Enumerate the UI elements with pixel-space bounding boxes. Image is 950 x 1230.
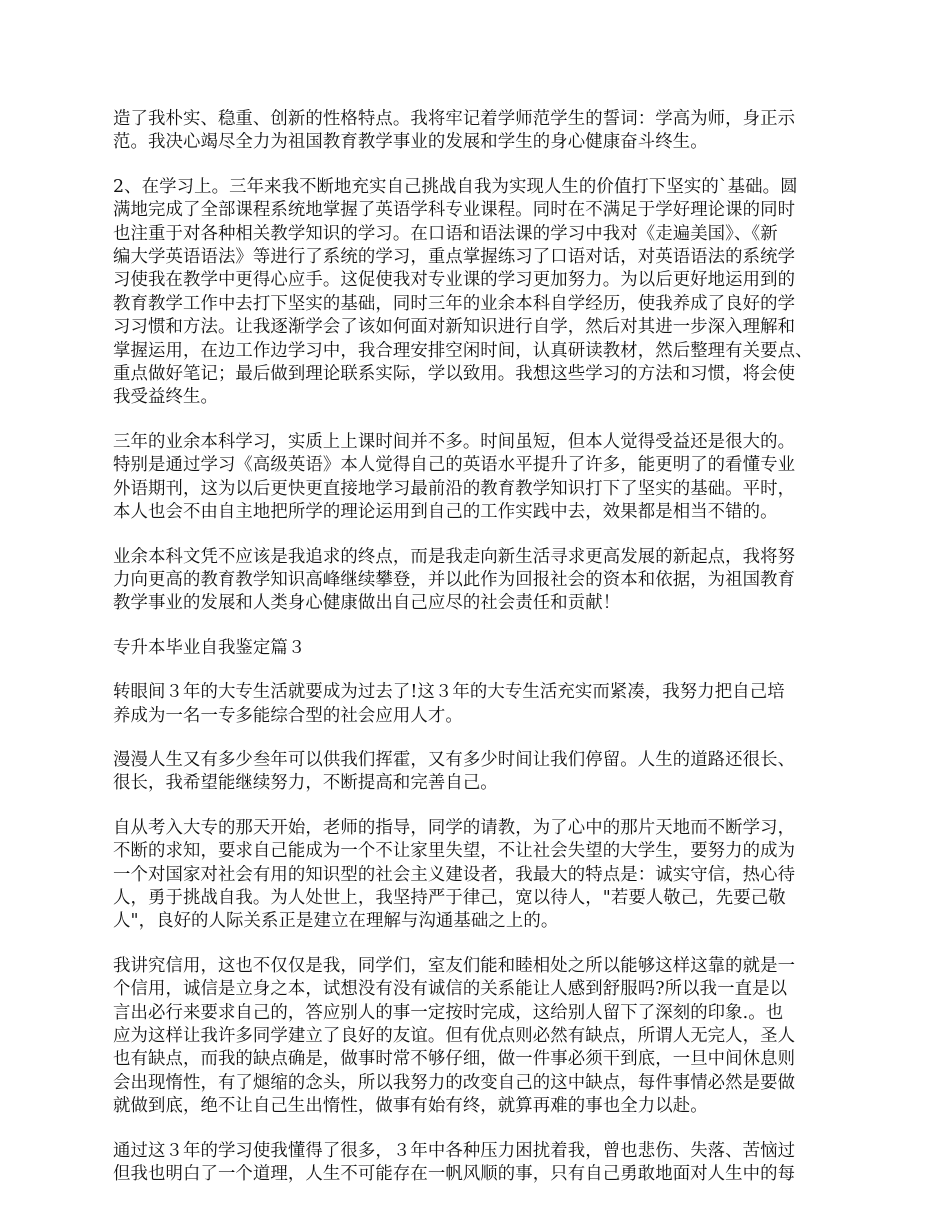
text-line: 自从考入大专的那天开始，老师的指导，同学的请教，为了心中的那片天地而不断学习， (113, 817, 796, 838)
document-body (113, 108, 853, 1207)
text-line: 业余本科文凭不应该是我追求的终点，而是我走向新生活寻求更高发展的新起点，我将努 (113, 546, 796, 567)
text-line: 外语期刊，这为以后更快更直接地学习最前沿的教育教学知识打下了坚实的基础。平时， (113, 478, 796, 499)
text-line: 习使我在教学中更得心应手。这促使我对专业课的学习更加努力。为以后更好地运用到的 (113, 270, 796, 291)
text-line: 教学事业的发展和人类身心健康做出自己应尽的社会责任和贡献！ (113, 593, 621, 614)
text-line: 个信用，诚信是立身之本，试想没有没有诚信的关系能让人感到舒服吗?所以我一直是以 (113, 979, 788, 1000)
text-line: 通过这３年的学习使我懂得了很多，３年中各种压力困扰着我，曾也悲伤、失落、苦恼过 (113, 1140, 796, 1161)
text-line: 会出现惰性，有了煺缩的念头，所以我努力的改变自己的这中缺点，每件事情必然是要做 (113, 1072, 796, 1093)
text-line: 2、在学习上。三年来我不断地充实自己挑战自我为实现人生的价值打下坚实的`基础。圆 (113, 176, 798, 197)
text-line: 转眼间３年的大专生活就要成为过去了!这３年的大专生活充实而紧凑，我努力把自己培 (113, 682, 785, 703)
text-line: 养成为一名一专多能综合型的社会应用人才。 (113, 705, 463, 726)
text-line: 也有缺点，而我的缺点确是，做事时常不够仔细，做一件事必须干到底，一旦中间休息则 (113, 1049, 796, 1070)
paragraph (113, 749, 853, 796)
text-line: 人，勇于挑战自我。为人处世上，我坚持严于律己，宽以待人，"若要人敬己，先要己敬 (113, 887, 786, 908)
text-line: 三年的业余本科学习，实质上上课时间并不多。时间虽短，但本人觉得受益还是很大的。 (113, 431, 796, 452)
text-line: 不断的求知，要求自己能成为一个不让家里失望，不让社会失望的大学生，要努力的成为 (113, 841, 796, 862)
text-line: 很长，我希望能继续努力，不断提高和完善自己。 (113, 773, 498, 794)
text-line: 漫漫人生又有多少叁年可以供我们挥霍，又有多少时间让我们停留。人生的道路还很长、 (113, 749, 796, 770)
text-line: 我受益终生。 (113, 387, 218, 408)
text-line: 本人也会不由自主地把所学的理论运用到自己的工作实践中去，效果都是相当不错的。 (113, 502, 778, 523)
text-line: 习习惯和方法。让我逐渐学会了该如何面对新知识进行自学，然后对其进一步深入理解和 (113, 317, 796, 338)
text-line: 特别是通过学习《高级英语》本人觉得自己的英语水平提升了许多，能更明了的看懂专业 (113, 455, 796, 476)
paragraph (113, 546, 853, 616)
text-line: 造了我朴实、稳重、创新的性格特点。我将牢记着学师范学生的誓词：学高为师，身正示 (113, 109, 796, 129)
text-line: 编大学英语语法》等进行了系统的学习，重点掌握练习了口语对话，对英语语法的系统学 (113, 247, 796, 268)
paragraph (113, 955, 853, 1119)
text-line: 力向更高的教育教学知识高峰继续攀登，并以此作为回报社会的资本和依据，为祖国教育 (113, 569, 796, 590)
paragraph (113, 817, 853, 934)
text-line: 应为这样让我许多同学建立了良好的友谊。但有优点则必然有缺点，所谓人无完人，圣人 (113, 1026, 796, 1046)
section-heading (113, 637, 853, 660)
text-line: 就做到底，绝不让自己生出惰性，做事有始有终，就算再难的事也全力以赴。 (113, 1096, 708, 1117)
text-line: 重点做好笔记；最后做到理论联系实际，学以致用。我想这些学习的方法和习惯，将会使 (113, 364, 796, 385)
text-line: 掌握运用，在边工作边学习中，我合理安排空闲时间，认真研读教材，然后整理有关要点、 (113, 340, 813, 361)
paragraph (113, 1140, 853, 1187)
paragraph (113, 108, 853, 155)
text-line: 言出必行来要求自己的，答应别人的事一定按时完成，这给别人留下了深刻的印象.。也 (113, 1002, 784, 1023)
text-line: 也注重于对各种相关教学知识的学习。在口语和语法课的学习中我对《走遍美国》、《新 (113, 223, 778, 244)
text-line: 教育教学工作中去打下坚实的基础，同时三年的业余本科自学经历，使我养成了良好的学 (113, 293, 796, 314)
text-line: 范。我决心竭尽全力为祖国教育教学事业的发展和学生的身心健康奋斗终生。 (113, 132, 708, 153)
text-line: 我讲究信用，这也不仅仅是我，同学们，室友们能和睦相处之所以能够这样这靠的就是一 (113, 955, 796, 976)
paragraph (113, 176, 853, 410)
text-line: 一个对国家对社会有用的知识型的社会主义建设者，我最大的特点是：诚实守信，热心待 (113, 864, 796, 885)
text-line: 人"，良好的人际关系正是建立在理解与沟通基础之上的。 (113, 911, 559, 932)
text-line: 满地完成了全部课程系统地掌握了英语学科专业课程。同时在不满足于学好理论课的同时 (113, 200, 796, 221)
paragraph (113, 431, 853, 525)
text-line: 专升本毕业自我鉴定篇３ (113, 637, 306, 658)
text-line: 但我也明白了一个道理，人生不可能存在一帆风顺的事，只有自己勇敢地面对人生中的每 (113, 1164, 796, 1185)
paragraph (113, 681, 853, 728)
